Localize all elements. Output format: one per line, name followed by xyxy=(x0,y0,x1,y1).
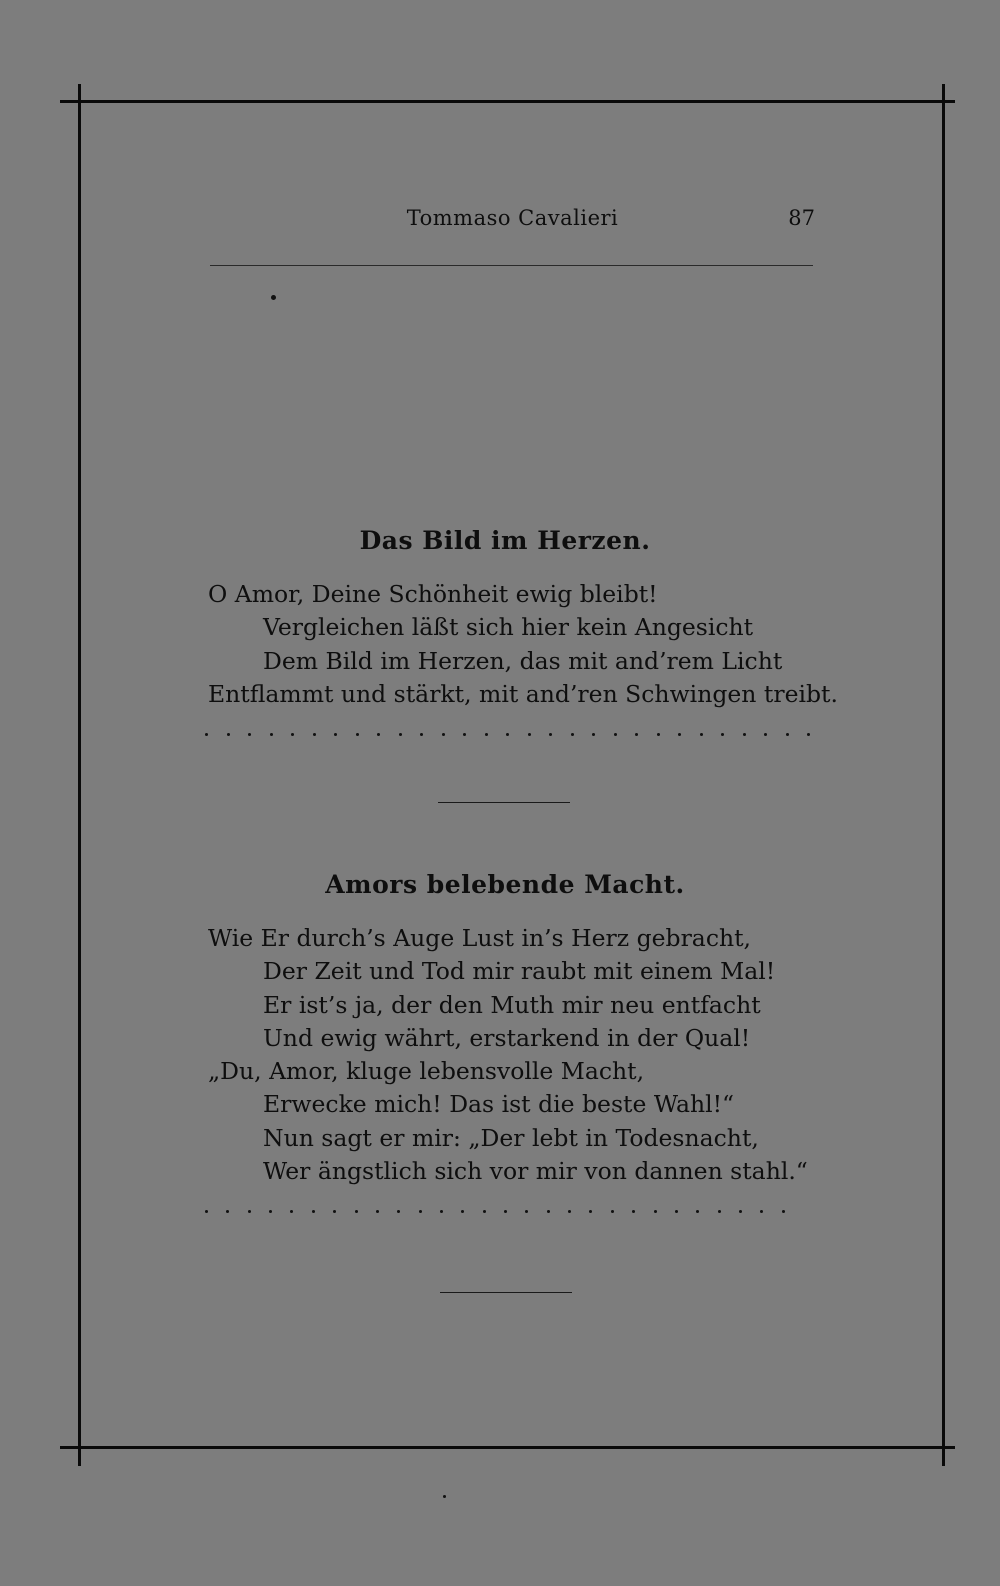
poem-title: Amors belebende Macht. xyxy=(325,870,685,899)
poem-line: „Du, Amor, kluge lebensvolle Macht, xyxy=(208,1057,645,1086)
poem-line: Wie Er durch’s Auge Lust in’s Herz gebracht, xyxy=(208,924,752,952)
section-separator xyxy=(440,1292,572,1293)
poem-line: O Amor, Deine Schönheit ewig bleibt! xyxy=(208,580,658,608)
running-title: Tommaso Cavalieri xyxy=(406,206,619,230)
print-speck xyxy=(443,1495,446,1498)
frame-top-rule xyxy=(60,100,955,103)
poem-line: Erwecke mich! Das ist die beste Wahl!“ xyxy=(263,1090,735,1119)
ellipsis-row xyxy=(205,1210,785,1213)
print-speck xyxy=(271,295,276,300)
running-header xyxy=(210,206,815,238)
frame-right-rule xyxy=(942,84,945,1466)
frame-left-rule xyxy=(78,84,81,1466)
ellipsis-row xyxy=(205,733,810,736)
poem-line: Wer ängstlich sich vor mir von dannen stahl.“ xyxy=(263,1157,808,1186)
poem-body xyxy=(208,578,838,711)
poem-line: Dem Bild im Herzen, das mit and’rem Licht xyxy=(263,646,783,675)
poem-line: Er ist’s ja, der den Muth mir neu entfacht xyxy=(263,990,761,1019)
poem-body xyxy=(208,922,828,1188)
poem-line: Entflammt und stärkt, mit and’ren Schwingen treibt. xyxy=(208,679,838,708)
poem-line: Der Zeit und Tod mir raubt mit einem Mal! xyxy=(263,957,776,986)
poem-line: Und ewig währt, erstarkend in der Qual! xyxy=(263,1023,751,1052)
header-rule xyxy=(210,265,813,266)
frame-bottom-rule xyxy=(60,1446,955,1449)
poem-line: Vergleichen läßt sich hier kein Angesicht xyxy=(263,613,754,642)
poem-line: Nun sagt er mir: „Der lebt in Todesnacht, xyxy=(263,1123,759,1152)
section-separator xyxy=(438,802,570,803)
poem-title: Das Bild im Herzen. xyxy=(359,526,651,555)
page-number: 87 xyxy=(788,206,815,230)
